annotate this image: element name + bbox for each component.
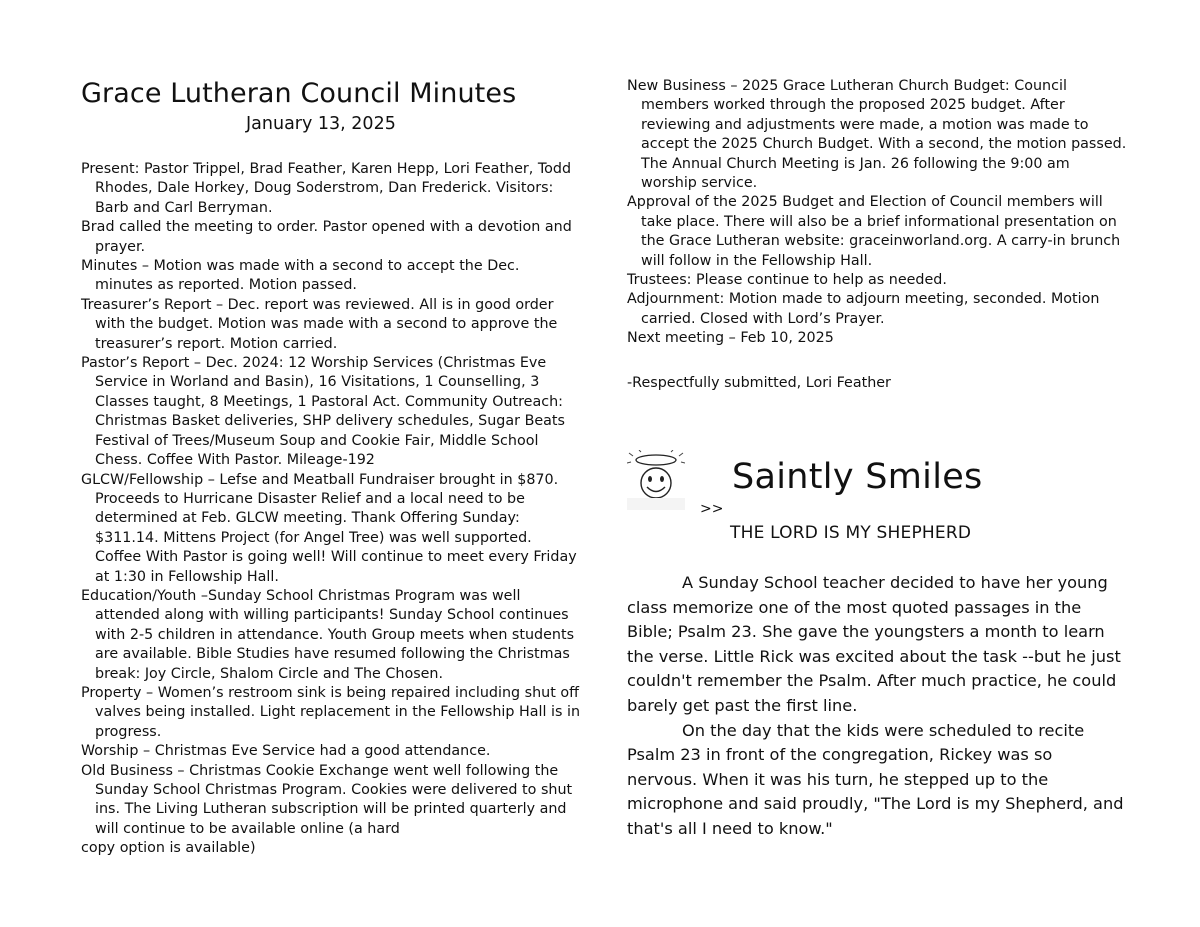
story-paragraph: On the day that the kids were scheduled to recite Psalm 23 in front of the congregation, Rickey was so nervous. When it was his turn, he stepped up to the microphone and said proudly, "The Lord is my Shepherd, and that's all I need to know." bbox=[627, 720, 1124, 838]
story-body bbox=[627, 571, 1127, 842]
story-paragraph: A Sunday School teacher decided to have her young class memorize one of the most quoted passages in the Bible; Psalm 23. She gave the youngsters a month to learn the verse. Little Rick was excited about the task --but he just couldn't remember the Psalm. After much practice, he could barely get past the first line. bbox=[627, 573, 1121, 715]
new-business: New Business – 2025 Grace Lutheran Church Budget: Council members worked through the proposed 2025 budget. After reviewing and adjustments were made, a motion was made to accept the 2025 Church Budget. With a second, the motion passed. The Annual Church Meeting is Jan. 26 following the 9:00 am worship service. bbox=[627, 78, 1127, 192]
angel-smiley-icon bbox=[627, 450, 685, 510]
minutes-call-to-order: Brad called the meeting to order. Pastor opened with a devotion and prayer. bbox=[81, 219, 572, 255]
signature-line: -Respectfully submitted, Lori Feather bbox=[627, 374, 891, 391]
treasurers-report: Treasurer’s Report – Dec. report was reviewed. All is in good order with the budget. Motion was made with a second to approve the treasurer’s report. Motion carried. bbox=[81, 296, 558, 352]
adjournment: Adjournment: Motion made to adjourn meeting, seconded. Motion carried. Closed with Lord’s Prayer. bbox=[627, 291, 1100, 327]
minutes-title: Grace Lutheran Council Minutes bbox=[81, 78, 517, 109]
next-meeting: Next meeting – Feb 10, 2025 bbox=[627, 330, 834, 347]
pastors-report: Pastor’s Report – Dec. 2024: 12 Worship Services (Christmas Eve Service in Worland and Basin), 16 Visitations, 1 Counselling, 3 Classes taught, 8 Meetings, 1 Pastoral Act. Community Outreach: Christmas Basket deliveries, SHP delivery schedules, Sugar Beats Festival of Trees/Museum Soup and Cookie Fair, Middle School Chess. Coffee With Pastor. Mileage-192 bbox=[81, 355, 565, 469]
trustees: Trustees: Please continue to help as needed. bbox=[627, 272, 947, 289]
old-business: Old Business – Christmas Cookie Exchange went well following the Sunday School Christmas Program. Cookies were delivered to shut ins. The Living Lutheran subscription will be printed quarterly and will continue to be available online (a hard bbox=[81, 762, 573, 837]
minutes-approval: Minutes – Motion was made with a second to accept the Dec. minutes as reported. Motion passed. bbox=[81, 258, 520, 294]
old-business-last-line: copy option is available) bbox=[81, 840, 256, 857]
education-youth: Education/Youth –Sunday School Christmas Program was well attended along with willing participants! Sunday School continues with 2-5 children in attendance. Youth Group meets when students are available. Bible Studies have resumed following the Christmas break: Joy Circle, Shalom Circle and The Chosen. bbox=[81, 587, 575, 682]
glcw-fellowship: GLCW/Fellowship – Lefse and Meatball Fundraiser brought in $870. Proceeds to Hurricane Disaster Relief and a local need to be determined at Feb. GLCW meeting. Thank Offering Sunday: $311.14. Mittens Project (for Angel Tree) was well supported. Coffee With Pastor is going well! Will continue to meet every Friday at 1:30 in Fellowship Hall. bbox=[81, 471, 577, 585]
minutes-present: Present: Pastor Trippel, Brad Feather, Karen Hepp, Lori Feather, Todd Rhodes, Dale Horkey, Doug Soderstrom, Dan Frederick. Visitors: Barb and Carl Berryman. bbox=[81, 161, 572, 216]
worship: Worship – Christmas Eve Service had a good attendance. bbox=[81, 743, 491, 760]
arrow-marker: >> bbox=[700, 501, 724, 517]
saintly-smiles-title: Saintly Smiles bbox=[732, 457, 983, 497]
budget-approval: Approval of the 2025 Budget and Election of Council members will take place. There will also be a brief informational presentation on the Grace Lutheran website: graceinworland.org. A carry-in brunch will follow in the Fellowship Hall. bbox=[627, 194, 1121, 269]
story-heading: THE LORD IS MY SHEPHERD bbox=[730, 523, 972, 543]
council-minutes-column bbox=[81, 76, 581, 859]
minutes-date: January 13, 2025 bbox=[246, 114, 396, 134]
property: Property – Women’s restroom sink is being repaired including shut off valves being installed. Light replacement in the Fellowship Hall is in progress. bbox=[81, 684, 581, 740]
council-minutes-continued bbox=[627, 77, 1127, 393]
